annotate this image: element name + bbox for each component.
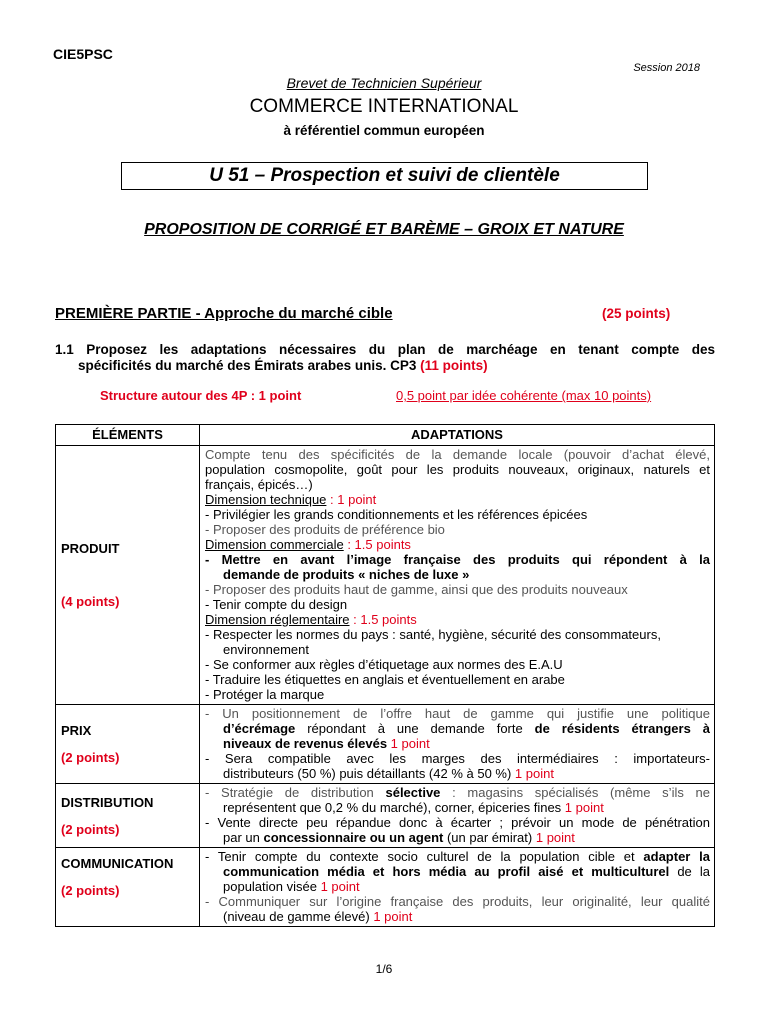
- dimension-points: : 1.5 points: [343, 537, 411, 552]
- list-item: - Respecter les normes du pays : santé, hygiène, sécurité des consommateurs,: [205, 627, 661, 642]
- element-name: COMMUNICATION: [61, 856, 174, 871]
- element-points: (2 points): [61, 821, 120, 837]
- list-item: - Tenir compte du design: [205, 597, 348, 612]
- col-header-elements: ÉLÉMENTS: [56, 425, 200, 446]
- col-header-adaptations: ADAPTATIONS: [200, 425, 715, 446]
- text-line: population cosmopolite, goût pour les produits nouveaux, originaux, naturels et: [205, 462, 710, 477]
- list-item: - Se conformer aux règles d’étiquetage aux normes des E.A.U: [205, 657, 563, 672]
- adaptations-communication: [200, 848, 715, 927]
- item-points: 1 point: [561, 800, 604, 815]
- part-title: PREMIÈRE PARTIE - Approche du marché cible: [55, 305, 393, 322]
- table-row: [56, 705, 715, 784]
- exam-code: CIE5PSC: [53, 46, 113, 62]
- list-item: - Privilégier les grands conditionnements et les références épicées: [205, 507, 588, 522]
- plain-text: population visée: [223, 879, 317, 894]
- bold-text: concessionnaire ou un agent: [263, 830, 444, 845]
- speciality-title: COMMERCE INTERNATIONAL: [249, 96, 519, 117]
- unit-title-box: U 51 – Prospection et suivi de clientèle: [121, 162, 648, 190]
- list-item-continuation: environnement: [223, 642, 309, 657]
- plain-text: répondant à une demande forte: [295, 721, 535, 736]
- question-line-2: [55, 358, 715, 374]
- text-line: Compte tenu des spécificités de la demande locale (pouvoir d’achat élevé,: [205, 447, 710, 462]
- question-text: spécificités du marché des Émirats arabes unis. CP3: [78, 358, 421, 373]
- question-line-1: 1.1 Proposez les adaptations nécessaires du plan de marchéage en tenant compte des: [55, 342, 715, 357]
- scoring-structure: Structure autour des 4P : 1 point: [100, 388, 302, 403]
- dimension-technique: [205, 492, 710, 507]
- list-item-continuation: [205, 800, 710, 815]
- question-1-1: [55, 342, 715, 374]
- list-item: [205, 849, 710, 864]
- list-item: - Sera compatible avec les marges des intermédiaires : importateurs-: [205, 751, 710, 766]
- plain-text: - Tenir compte du contexte socio culturel de la population cible et: [205, 849, 644, 864]
- list-item: - Protéger la marque: [205, 687, 325, 702]
- adaptations-prix: [200, 705, 715, 784]
- list-item: - Proposer des produits haut de gamme, ainsi que des produits nouveaux: [205, 582, 628, 597]
- bold-text: d’écrémage: [223, 721, 296, 736]
- part-points: (25 points): [602, 306, 671, 321]
- dimension-commerciale: [205, 537, 710, 552]
- row-label-distribution: [56, 784, 200, 848]
- plain-text: par un: [223, 830, 264, 845]
- marketing-mix-table: [55, 424, 715, 927]
- list-item: - Vente directe peu répandue donc à écarter ; prévoir un mode de pénétration: [205, 815, 710, 830]
- row-label-prix: [56, 705, 200, 784]
- bold-text: de résidents étrangers à: [534, 721, 710, 736]
- bold-text: communication média et hors média au profil aisé et multiculturel: [223, 864, 670, 879]
- session-label: Session 2018: [633, 62, 700, 74]
- plain-text: de la: [669, 864, 710, 879]
- plain-text: distributeurs (50 %) puis détaillants (42 % à 50 %): [223, 766, 512, 781]
- element-name: PRODUIT: [61, 541, 120, 556]
- item-points: 1 point: [369, 909, 413, 924]
- list-item-continuation: [205, 909, 710, 924]
- bold-text: niveaux de revenus élevés: [223, 736, 388, 751]
- table-header-row: [56, 425, 715, 446]
- list-item: - Traduire les étiquettes en anglais et éventuellement en arabe: [205, 672, 565, 687]
- bold-text: adapter la: [643, 849, 710, 864]
- row-label-communication: [56, 848, 200, 927]
- list-item-continuation: [205, 766, 710, 781]
- element-points: (2 points): [61, 750, 120, 765]
- item-points: 1 point: [387, 736, 430, 751]
- list-item: - Communiquer sur l’origine française des produits, leur originalité, leur qualité: [205, 894, 710, 909]
- list-item: [205, 785, 710, 800]
- list-item-continuation: [205, 721, 710, 736]
- text-line: français, épicés…): [205, 477, 313, 492]
- element-points: (4 points): [61, 594, 120, 609]
- list-item-continuation: [205, 830, 710, 845]
- plain-text: - Stratégie de distribution: [205, 785, 386, 800]
- adaptations-produit: [200, 446, 715, 705]
- dimension-label: Dimension réglementaire: [205, 612, 350, 627]
- page-number: 1/6: [375, 962, 393, 976]
- dimension-label: Dimension commerciale: [205, 537, 344, 552]
- document-title: PROPOSITION DE CORRIGÉ ET BARÈME – GROIX ET NATURE: [144, 221, 624, 238]
- list-item-continuation: [205, 736, 710, 751]
- referential-subtitle: à référentiel commun européen: [283, 123, 485, 138]
- plain-text: représentent que 0,2 % du marché), corner, épiceries fines: [223, 800, 562, 815]
- table-row: [56, 848, 715, 927]
- plain-text: (un par émirat): [443, 830, 533, 845]
- bold-text: sélective: [385, 785, 441, 800]
- element-name: PRIX: [61, 723, 92, 738]
- dimension-label: Dimension technique: [205, 492, 327, 507]
- element-points: (2 points): [61, 883, 120, 898]
- diploma-title: Brevet de Technicien Supérieur: [286, 75, 482, 91]
- adaptations-distribution: [200, 784, 715, 848]
- list-item-continuation: [205, 879, 710, 894]
- element-name: DISTRIBUTION: [61, 794, 154, 810]
- list-item: - Mettre en avant l’image française des produits qui répondent à la: [205, 552, 710, 567]
- plain-text: (niveau de gamme élevé): [223, 909, 370, 924]
- scoring-idea: 0,5 point par idée cohérente (max 10 points): [396, 388, 652, 403]
- plain-text: : magasins spécialisés (même s’ils ne: [440, 785, 711, 800]
- list-item-continuation: demande de produits « niches de luxe »: [223, 567, 470, 582]
- item-points: 1 point: [511, 766, 554, 781]
- dimension-points: : 1 point: [326, 492, 377, 507]
- question-points: (11 points): [420, 358, 488, 373]
- dimension-reglementaire: [205, 612, 710, 627]
- list-item: - Proposer des produits de préférence bio: [205, 522, 445, 537]
- list-item-continuation: [205, 864, 710, 879]
- list-item: - Un positionnement de l’offre haut de gamme qui justifie une politique: [205, 706, 710, 721]
- table-row: [56, 784, 715, 848]
- item-points: 1 point: [532, 830, 575, 845]
- item-points: 1 point: [316, 879, 360, 894]
- table-row: [56, 446, 715, 705]
- row-label-produit: [56, 446, 200, 705]
- dimension-points: : 1.5 points: [349, 612, 417, 627]
